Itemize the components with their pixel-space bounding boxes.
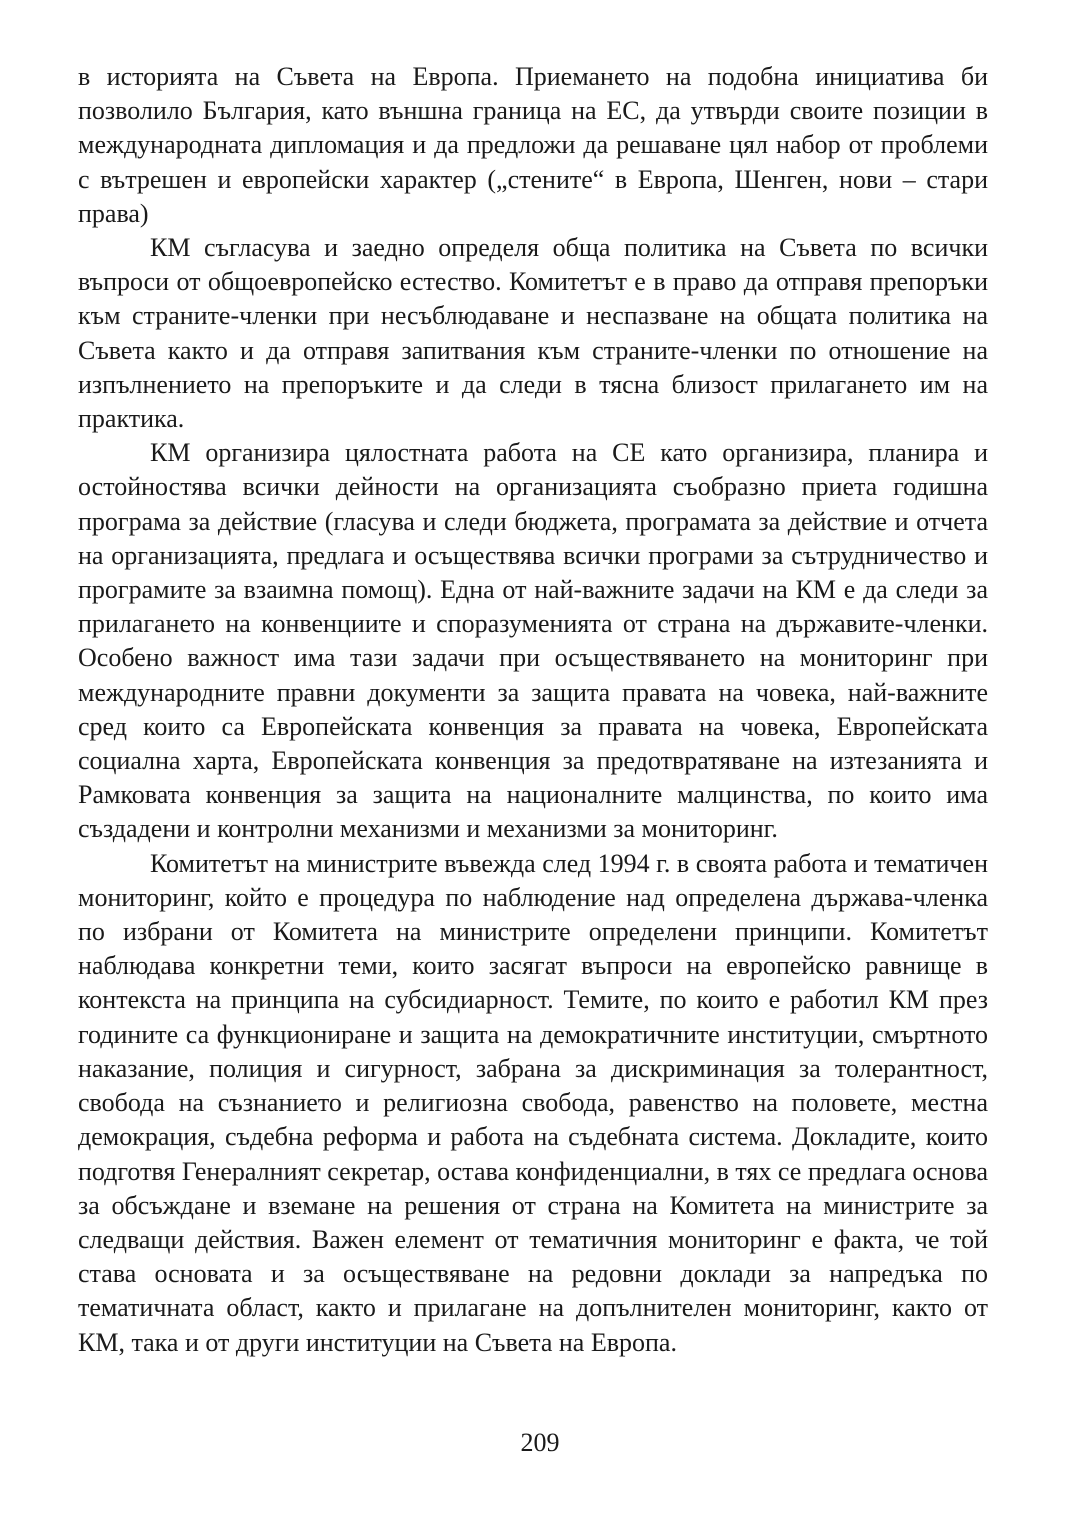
paragraph-continuation: в историята на Съвета на Европа. Приемането на подобна инициатива би позволило България, като външна граница на ЕС, да утвърди своите позиции в международната дипломация и да предложи да решаване цял набор от проблеми с вътрешен и европейски характер („стените“ в Европа, Шенген, нови – стари права): [78, 62, 988, 228]
page-body: [78, 60, 988, 1360]
page-number: 209: [520, 1428, 560, 1457]
paragraph-km-policy: КМ съгласува и заедно определя обща политика на Съвета по всички въпроси от общоевропейско естество. Комитетът е в право да отправя препоръки към страните-членки при несъблюдаване и неспазване на общата политика на Съвета както и да отправя запитвания към страните-членки по отношение на изпълнението на препоръките и да следи в тясна близост прилагането им на практика.: [78, 233, 988, 434]
paragraph-km-organization: КМ организира цялостната работа на СЕ като организира, планира и остойностява всички дейности на организацията съобразно приета годишна програма за действие (гласува и следи бюджета, програмата за действие и отчета на организацията, предлага и осъществява всички програми за сътрудничество и програмите за взаимна помощ). Една от най-важните задачи на КМ е да следи за прилагането на конвенциите и споразуменията от страна на държавите-членки. Особено важност има тази задачи при осъществяването на мониторинг при международните правни документи за защита правата на човека, най-важните сред които са Европейската конвенция за правата на човека, Европейската социална харта, Европейската конвенция за предотвратяване на изтезанията и Рамковата конвенция за защита на националните малцинства, по които има създадени и контролни механизми и механизми за мониторинг.: [78, 438, 988, 844]
paragraph-thematic-monitoring: Комитетът на министрите въвежда след 1994 г. в своята работа и тематичен мониторинг, който е процедура по наблюдение над определена държава-членка по избрани от Комитета на министрите определени принципи. Комитетът наблюдава конкретни теми, които засягат въпроси на европейско равнище в контекста на принципа на субсидиарност. Темите, по които е работил КМ през годините са функциониране и защита на демократичните институции, смъртното наказание, полиция и сигурност, забрана за дискриминация за толерантност, свобода на съзнанието и религиозна свобода, равенство на половете, местна демокрация, съдебна реформа и работа на съдебната система. Докладите, които подготвя Генералният секретар, остава конфиденциални, в тях се предлага основа за обсъждане и вземане на решения от страна на Комитета на министрите за следващи действия. Важен елемент от тематичния мониторинг е факта, че той става основата и за осъществяване на редовни доклади за напредъка по тематичната област, както и прилагане на допълнителен мониторинг, както от КМ, така и от други институции на Съвета на Европа.: [78, 848, 988, 1357]
